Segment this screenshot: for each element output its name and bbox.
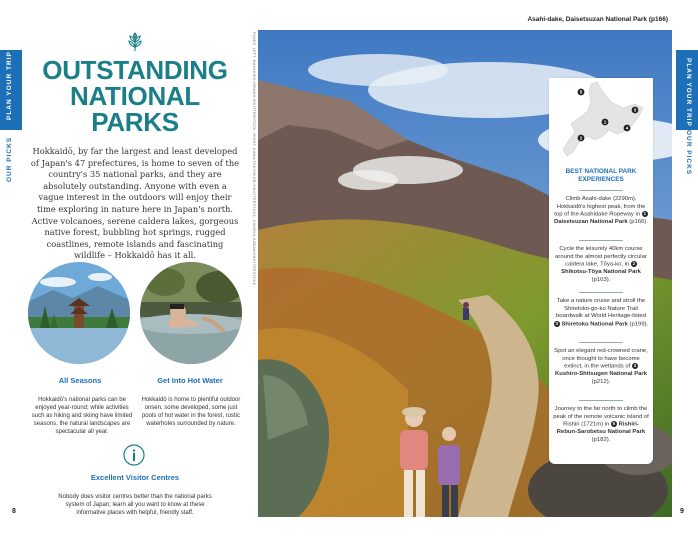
experience-entry-5: [553, 406, 649, 445]
page-title: [30, 57, 240, 135]
map-marker-1: 1: [603, 119, 607, 125]
park-name: Rishiri-Rebun-Sarobetsu National Park: [556, 421, 646, 436]
experience-entry-3: [553, 298, 649, 329]
leaf-icon: [126, 30, 144, 52]
experience-entry-2: [553, 246, 649, 285]
feature-heading-visitor-centres: Excellent Visitor Centres: [90, 473, 180, 482]
map-marker-2: 2: [579, 135, 583, 141]
map-marker-4: 4: [625, 125, 629, 131]
experience-entry-1: [553, 196, 649, 227]
hokkaido-map: [549, 78, 653, 162]
map-marker-3: 3: [633, 107, 637, 113]
feature-text-hot-water: Hokkaidō is home to plentiful outdoor onsen, some developed, some just pools of hot water in the forest, rustic waterholes surrounded by nature.: [141, 397, 241, 427]
marker-number: 5: [612, 421, 616, 427]
divider: [579, 190, 623, 191]
feature-heading-all-seasons: All Seasons: [58, 376, 102, 385]
entry-text: Cycle the leisurely 40km course around the almost perfectly circular caldera lake, Tōya-ko, in: [555, 246, 647, 268]
page-number-right: 9: [680, 508, 684, 515]
entry-text: Climb Asahi-dake (2290m), Hokkaidō's highest peak, from the top of the Asahidake Ropeway in: [554, 196, 646, 218]
intro-paragraph: Hokkaidō, by far the largest and least developed of Japan's 47 prefectures, is home to seven of the country's 35 national parks, and they are absolutely outstanding. Anyone with even a vague interest in the outdoors will enjoy their time exploring in nature here in Japan's north. Active volcanoes, serene caldera lakes, gorgeous native forest, bubbling hot springs, rugged coastlines, remote islands and fascinating wildlife – Hokkaidō has it all.: [30, 146, 240, 261]
title-line-3: PARKS: [91, 107, 179, 137]
marker-number: 1: [643, 211, 646, 217]
entry-page-ref: (p212).: [591, 378, 611, 385]
park-name: Kushiro-Shitsugen National Park: [555, 371, 647, 378]
entry-page-ref: (p103).: [591, 276, 611, 283]
map-marker-5: 5: [579, 89, 583, 95]
divider: [579, 292, 623, 293]
side-tab-plan-your-trip: PLAN YOUR TRIP: [6, 51, 13, 120]
title-line-1: OUTSTANDING: [42, 55, 228, 85]
photo-caption: Asahi-dake, Daisetsuzan National Park (p166): [527, 16, 668, 23]
entry-page-ref: (p199).: [627, 321, 649, 328]
side-tab-our-picks: OUR PICKS: [685, 130, 692, 176]
divider: [579, 342, 623, 343]
marker-number: 4: [633, 363, 637, 369]
park-name: Shiretoko National Park: [561, 321, 628, 328]
left-side-tab: [0, 0, 22, 538]
info-icon: [123, 444, 145, 466]
best-experiences-card: [549, 78, 653, 464]
feature-text-visitor-centres: Nobody does visitor centres better than the national parks system of Japan; learn all you want to know at these informative places with helpful, friendly staff.: [58, 494, 212, 516]
entry-text: Journey to the far north to climb the peak of the remote volcanic island of Rishiri (1721m) in: [553, 406, 649, 428]
entry-text: Spot an elegant red-crowned crane, once thought to have become extinct, in the wetlands of: [554, 348, 648, 370]
entry-page-ref: (p166).: [627, 219, 648, 226]
hot-water-photo: [140, 262, 242, 364]
photo-credit: PAGES: LEFT: MASAHIRO HIRANO/SHUTTERSTOCK; RIGHT: KUMA/TOKYOKOBI/SHUTTERSTOCK; CHAIRUL AZMAN/SHUTTERSTOCK: [252, 32, 256, 286]
page-number-left: 8: [12, 508, 16, 515]
marker-number: 2: [632, 261, 636, 267]
divider: [579, 400, 623, 401]
side-tab-our-picks: OUR PICKS: [6, 136, 13, 182]
park-name: Shikotsu-Tōya National Park: [561, 269, 641, 276]
marker-number: 3: [555, 320, 559, 326]
entry-page-ref: (p182).: [591, 436, 611, 443]
title-line-2: NATIONAL: [70, 81, 200, 111]
divider: [579, 240, 623, 241]
entry-text: Take a nature cruise and stroll the Shiretoko-go-ko Nature Trail boardwalk at World Heritage-listed: [556, 298, 646, 320]
experience-entry-4: [553, 348, 649, 387]
feature-heading-hot-water: Get Into Hot Water: [157, 376, 223, 385]
card-heading: BEST NATIONAL PARK EXPERIENCES: [565, 168, 637, 183]
park-name: Daisetsuzan National Park: [554, 219, 628, 226]
feature-text-all-seasons: Hokkaidō's national parks can be enjoyed year-round; while activities such as hiking and skiing have limited seasons, the natural landscapes are spectacular all year.: [31, 397, 133, 435]
side-tab-plan-your-trip: PLAN YOUR TRIP: [685, 58, 692, 127]
right-side-tab: [676, 0, 698, 538]
all-seasons-photo: [28, 262, 130, 364]
